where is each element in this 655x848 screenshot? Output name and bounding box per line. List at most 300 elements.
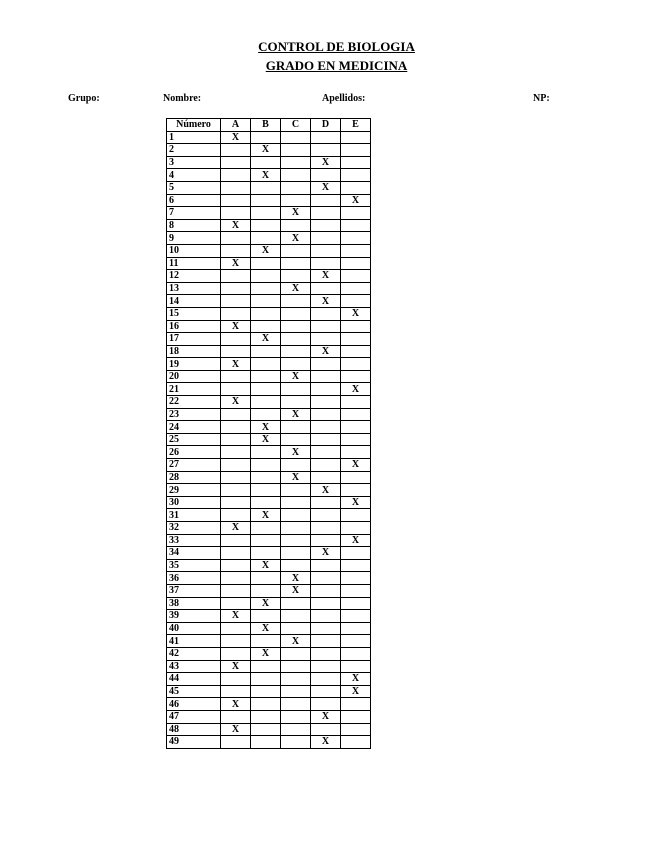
table-row — [167, 584, 371, 597]
table-row — [167, 559, 371, 572]
answer-cell-b: X — [251, 433, 281, 446]
answer-cell-c — [281, 219, 311, 232]
answer-cell-a: X — [221, 219, 251, 232]
answer-cell-b — [251, 370, 281, 383]
answer-cell-e — [341, 219, 371, 232]
answer-cell-a — [221, 484, 251, 497]
answer-cell-d — [311, 194, 341, 207]
answer-cell-d — [311, 584, 341, 597]
answer-cell-c — [281, 396, 311, 409]
answer-cell-b — [251, 219, 281, 232]
answer-cell-a — [221, 270, 251, 283]
answer-cell-c — [281, 522, 311, 535]
answer-cell-c — [281, 459, 311, 472]
table-row — [167, 484, 371, 497]
answer-cell-e — [341, 421, 371, 434]
table-row — [167, 144, 371, 157]
answer-cell-e — [341, 597, 371, 610]
table-row — [167, 660, 371, 673]
answer-cell-b: X — [251, 647, 281, 660]
table-row — [167, 698, 371, 711]
answer-cell-a: X — [221, 131, 251, 144]
answer-cell-c — [281, 244, 311, 257]
answer-cell-b — [251, 295, 281, 308]
answer-cell-b — [251, 396, 281, 409]
answer-cell-a — [221, 572, 251, 585]
apellidos-label: Apellidos: — [322, 93, 366, 104]
answer-cell-e: X — [341, 673, 371, 686]
answer-cell-d: X — [311, 181, 341, 194]
answer-cell-c — [281, 194, 311, 207]
answer-cell-d — [311, 207, 341, 220]
answer-cell-d — [311, 307, 341, 320]
column-header-a: A — [221, 119, 251, 132]
answer-cell-a — [221, 207, 251, 220]
question-number: 29 — [167, 484, 221, 497]
answer-cell-e — [341, 433, 371, 446]
table-row — [167, 169, 371, 182]
answer-cell-b: X — [251, 169, 281, 182]
question-number: 28 — [167, 471, 221, 484]
table-row — [167, 736, 371, 749]
question-number: 40 — [167, 622, 221, 635]
answer-cell-e — [341, 635, 371, 648]
answer-cell-d — [311, 622, 341, 635]
question-number: 33 — [167, 534, 221, 547]
answer-cell-e: X — [341, 685, 371, 698]
answer-cell-d — [311, 572, 341, 585]
answer-cell-c — [281, 307, 311, 320]
answer-cell-a: X — [221, 396, 251, 409]
answer-cell-a — [221, 421, 251, 434]
table-row — [167, 257, 371, 270]
answer-cell-a: X — [221, 257, 251, 270]
answer-cell-e — [341, 333, 371, 346]
answer-cell-d: X — [311, 295, 341, 308]
table-row — [167, 496, 371, 509]
answer-cell-d — [311, 396, 341, 409]
question-number: 39 — [167, 610, 221, 623]
table-row — [167, 522, 371, 535]
answer-cell-c: X — [281, 471, 311, 484]
table-row — [167, 433, 371, 446]
answer-cell-c — [281, 534, 311, 547]
table-row — [167, 547, 371, 560]
table-row — [167, 673, 371, 686]
answer-cell-d — [311, 522, 341, 535]
answer-cell-c — [281, 723, 311, 736]
question-number: 19 — [167, 358, 221, 371]
answer-cell-b — [251, 156, 281, 169]
question-number: 27 — [167, 459, 221, 472]
answer-cell-b — [251, 459, 281, 472]
answer-cell-a — [221, 345, 251, 358]
answer-cell-e: X — [341, 534, 371, 547]
table-row — [167, 383, 371, 396]
answer-cell-a — [221, 597, 251, 610]
answer-cell-e — [341, 698, 371, 711]
answer-cell-b — [251, 522, 281, 535]
question-number: 15 — [167, 307, 221, 320]
answer-cell-c — [281, 673, 311, 686]
table-row — [167, 219, 371, 232]
answer-cell-a — [221, 685, 251, 698]
answer-cell-c — [281, 736, 311, 749]
table-row — [167, 181, 371, 194]
answer-cell-a — [221, 408, 251, 421]
answer-cell-d — [311, 471, 341, 484]
answer-cell-a — [221, 471, 251, 484]
answer-cell-b — [251, 685, 281, 698]
table-row — [167, 270, 371, 283]
table-row — [167, 295, 371, 308]
answer-cell-c — [281, 660, 311, 673]
answer-cell-d — [311, 685, 341, 698]
answer-cell-a — [221, 647, 251, 660]
answer-cell-c — [281, 509, 311, 522]
answer-cell-a — [221, 509, 251, 522]
answer-cell-b: X — [251, 144, 281, 157]
answer-cell-b — [251, 660, 281, 673]
table-row — [167, 358, 371, 371]
answer-cell-c: X — [281, 232, 311, 245]
question-number: 25 — [167, 433, 221, 446]
answer-table — [166, 118, 371, 749]
answer-cell-b — [251, 534, 281, 547]
answer-cell-c — [281, 647, 311, 660]
question-number: 23 — [167, 408, 221, 421]
answer-cell-a — [221, 156, 251, 169]
answer-cell-e — [341, 257, 371, 270]
answer-cell-a — [221, 295, 251, 308]
table-row — [167, 685, 371, 698]
question-number: 20 — [167, 370, 221, 383]
answer-cell-a — [221, 307, 251, 320]
table-row — [167, 282, 371, 295]
question-number: 49 — [167, 736, 221, 749]
answer-cell-c — [281, 559, 311, 572]
answer-cell-b — [251, 698, 281, 711]
answer-cell-a — [221, 433, 251, 446]
answer-cell-b — [251, 232, 281, 245]
answer-cell-d — [311, 459, 341, 472]
answer-cell-d — [311, 433, 341, 446]
answer-cell-c — [281, 144, 311, 157]
question-number: 26 — [167, 446, 221, 459]
answer-cell-c — [281, 131, 311, 144]
answer-cell-b — [251, 207, 281, 220]
table-row — [167, 610, 371, 623]
answer-cell-e: X — [341, 459, 371, 472]
answer-cell-e — [341, 370, 371, 383]
answer-cell-e — [341, 647, 371, 660]
answer-cell-a — [221, 547, 251, 560]
answer-cell-e — [341, 408, 371, 421]
answer-cell-c — [281, 345, 311, 358]
question-number: 6 — [167, 194, 221, 207]
table-row — [167, 396, 371, 409]
answer-cell-c — [281, 295, 311, 308]
table-row — [167, 345, 371, 358]
answer-cell-a — [221, 534, 251, 547]
question-number: 9 — [167, 232, 221, 245]
answer-cell-d — [311, 144, 341, 157]
answer-cell-d — [311, 421, 341, 434]
answer-cell-c — [281, 320, 311, 333]
answer-cell-b — [251, 257, 281, 270]
answer-cell-c — [281, 610, 311, 623]
answer-cell-d — [311, 610, 341, 623]
answer-cell-d — [311, 257, 341, 270]
answer-cell-e — [341, 710, 371, 723]
question-number: 13 — [167, 282, 221, 295]
answer-cell-e: X — [341, 194, 371, 207]
table-row — [167, 194, 371, 207]
answer-cell-e — [341, 471, 371, 484]
answer-cell-d — [311, 333, 341, 346]
answer-cell-d — [311, 232, 341, 245]
answer-cell-e — [341, 320, 371, 333]
question-number: 5 — [167, 181, 221, 194]
answer-cell-b — [251, 194, 281, 207]
answer-cell-b — [251, 723, 281, 736]
question-number: 10 — [167, 244, 221, 257]
question-number: 46 — [167, 698, 221, 711]
answer-cell-e — [341, 736, 371, 749]
answer-cell-e — [341, 446, 371, 459]
question-number: 1 — [167, 131, 221, 144]
grupo-label: Grupo: — [68, 93, 100, 104]
answer-cell-e — [341, 207, 371, 220]
table-row — [167, 459, 371, 472]
answer-cell-a — [221, 370, 251, 383]
answer-cell-b — [251, 307, 281, 320]
table-row — [167, 622, 371, 635]
question-number: 3 — [167, 156, 221, 169]
table-row — [167, 333, 371, 346]
table-row — [167, 307, 371, 320]
answer-cell-b: X — [251, 421, 281, 434]
answer-cell-b — [251, 282, 281, 295]
answer-cell-d — [311, 723, 341, 736]
answer-cell-c: X — [281, 370, 311, 383]
question-number: 36 — [167, 572, 221, 585]
table-row — [167, 647, 371, 660]
answer-cell-c — [281, 270, 311, 283]
answer-cell-c: X — [281, 446, 311, 459]
answer-cell-a — [221, 244, 251, 257]
table-row — [167, 597, 371, 610]
answer-cell-b — [251, 471, 281, 484]
answer-cell-e: X — [341, 307, 371, 320]
answer-cell-e — [341, 244, 371, 257]
answer-cell-d — [311, 219, 341, 232]
answer-cell-e — [341, 295, 371, 308]
answer-cell-b: X — [251, 509, 281, 522]
answer-cell-e — [341, 396, 371, 409]
question-number: 30 — [167, 496, 221, 509]
answer-cell-b — [251, 345, 281, 358]
answer-cell-c: X — [281, 282, 311, 295]
answer-cell-d — [311, 509, 341, 522]
answer-cell-e: X — [341, 496, 371, 509]
question-number: 37 — [167, 584, 221, 597]
answer-cell-d — [311, 534, 341, 547]
answer-cell-d — [311, 169, 341, 182]
answer-cell-b — [251, 547, 281, 560]
answer-cell-b — [251, 635, 281, 648]
answer-cell-a: X — [221, 660, 251, 673]
answer-cell-a — [221, 710, 251, 723]
answer-cell-d — [311, 370, 341, 383]
table-row — [167, 635, 371, 648]
answer-cell-c: X — [281, 572, 311, 585]
answer-cell-d — [311, 320, 341, 333]
question-number: 7 — [167, 207, 221, 220]
answer-cell-c — [281, 496, 311, 509]
answer-cell-b — [251, 446, 281, 459]
answer-cell-d — [311, 244, 341, 257]
answer-cell-a — [221, 635, 251, 648]
answer-cell-d — [311, 131, 341, 144]
question-number: 44 — [167, 673, 221, 686]
answer-cell-b — [251, 496, 281, 509]
answer-cell-a — [221, 194, 251, 207]
question-number: 8 — [167, 219, 221, 232]
column-header-d: D — [311, 119, 341, 132]
question-number: 32 — [167, 522, 221, 535]
answer-cell-a: X — [221, 358, 251, 371]
answer-cell-c — [281, 698, 311, 711]
document-title: CONTROL DE BIOLOGIA — [258, 39, 415, 54]
answer-cell-d — [311, 673, 341, 686]
table-row — [167, 156, 371, 169]
answer-cell-a: X — [221, 320, 251, 333]
answer-cell-c: X — [281, 207, 311, 220]
answer-cell-d — [311, 282, 341, 295]
answer-cell-c: X — [281, 584, 311, 597]
answer-cell-c — [281, 685, 311, 698]
answer-cell-c — [281, 169, 311, 182]
table-row — [167, 320, 371, 333]
answer-cell-d — [311, 647, 341, 660]
question-number: 42 — [167, 647, 221, 660]
answer-cell-b: X — [251, 597, 281, 610]
answer-cell-c — [281, 710, 311, 723]
answer-cell-c — [281, 333, 311, 346]
answer-cell-a — [221, 333, 251, 346]
answer-cell-e — [341, 572, 371, 585]
question-number: 14 — [167, 295, 221, 308]
answer-cell-c — [281, 421, 311, 434]
answer-cell-c — [281, 257, 311, 270]
answer-cell-b: X — [251, 559, 281, 572]
answer-cell-b — [251, 358, 281, 371]
question-number: 34 — [167, 547, 221, 560]
question-number: 17 — [167, 333, 221, 346]
answer-cell-c — [281, 156, 311, 169]
table-row — [167, 572, 371, 585]
answer-cell-d — [311, 597, 341, 610]
answer-cell-e — [341, 169, 371, 182]
answer-cell-e — [341, 584, 371, 597]
answer-cell-a — [221, 144, 251, 157]
table-row — [167, 446, 371, 459]
answer-cell-a — [221, 446, 251, 459]
question-number: 43 — [167, 660, 221, 673]
answer-cell-a: X — [221, 698, 251, 711]
answer-cell-a — [221, 496, 251, 509]
answer-cell-c — [281, 547, 311, 560]
question-number: 47 — [167, 710, 221, 723]
table-row — [167, 408, 371, 421]
answer-cell-e — [341, 358, 371, 371]
column-header-b: B — [251, 119, 281, 132]
answer-cell-b: X — [251, 622, 281, 635]
answer-cell-b — [251, 572, 281, 585]
question-number: 18 — [167, 345, 221, 358]
question-number: 41 — [167, 635, 221, 648]
answer-cell-c — [281, 383, 311, 396]
answer-cell-b — [251, 484, 281, 497]
answer-cell-e — [341, 484, 371, 497]
question-number: 22 — [167, 396, 221, 409]
answer-cell-d: X — [311, 484, 341, 497]
answer-cell-a: X — [221, 522, 251, 535]
answer-cell-a — [221, 282, 251, 295]
question-number: 16 — [167, 320, 221, 333]
table-row — [167, 534, 371, 547]
answer-cell-e — [341, 270, 371, 283]
table-row — [167, 131, 371, 144]
answer-cell-a — [221, 232, 251, 245]
answer-cell-b — [251, 710, 281, 723]
table-row — [167, 421, 371, 434]
answer-cell-d — [311, 496, 341, 509]
answer-cell-c — [281, 433, 311, 446]
answer-cell-a — [221, 673, 251, 686]
answer-cell-a — [221, 383, 251, 396]
answer-cell-c — [281, 181, 311, 194]
answer-cell-a — [221, 736, 251, 749]
question-number: 2 — [167, 144, 221, 157]
answer-cell-e — [341, 144, 371, 157]
answer-cell-e — [341, 509, 371, 522]
answer-cell-b — [251, 673, 281, 686]
answer-cell-e — [341, 522, 371, 535]
table-row — [167, 244, 371, 257]
answer-cell-b — [251, 383, 281, 396]
answer-cell-d: X — [311, 547, 341, 560]
answer-cell-e — [341, 156, 371, 169]
answer-cell-a — [221, 459, 251, 472]
column-header-numero: Número — [167, 119, 221, 132]
answer-cell-e — [341, 345, 371, 358]
question-number: 31 — [167, 509, 221, 522]
answer-cell-c — [281, 358, 311, 371]
answer-cell-a: X — [221, 610, 251, 623]
answer-cell-a — [221, 169, 251, 182]
answer-cell-b — [251, 270, 281, 283]
answer-cell-d — [311, 446, 341, 459]
answer-cell-e — [341, 723, 371, 736]
answer-cell-d: X — [311, 736, 341, 749]
answer-cell-b — [251, 584, 281, 597]
table-row — [167, 232, 371, 245]
question-number: 21 — [167, 383, 221, 396]
answer-cell-c — [281, 597, 311, 610]
answer-cell-e — [341, 610, 371, 623]
